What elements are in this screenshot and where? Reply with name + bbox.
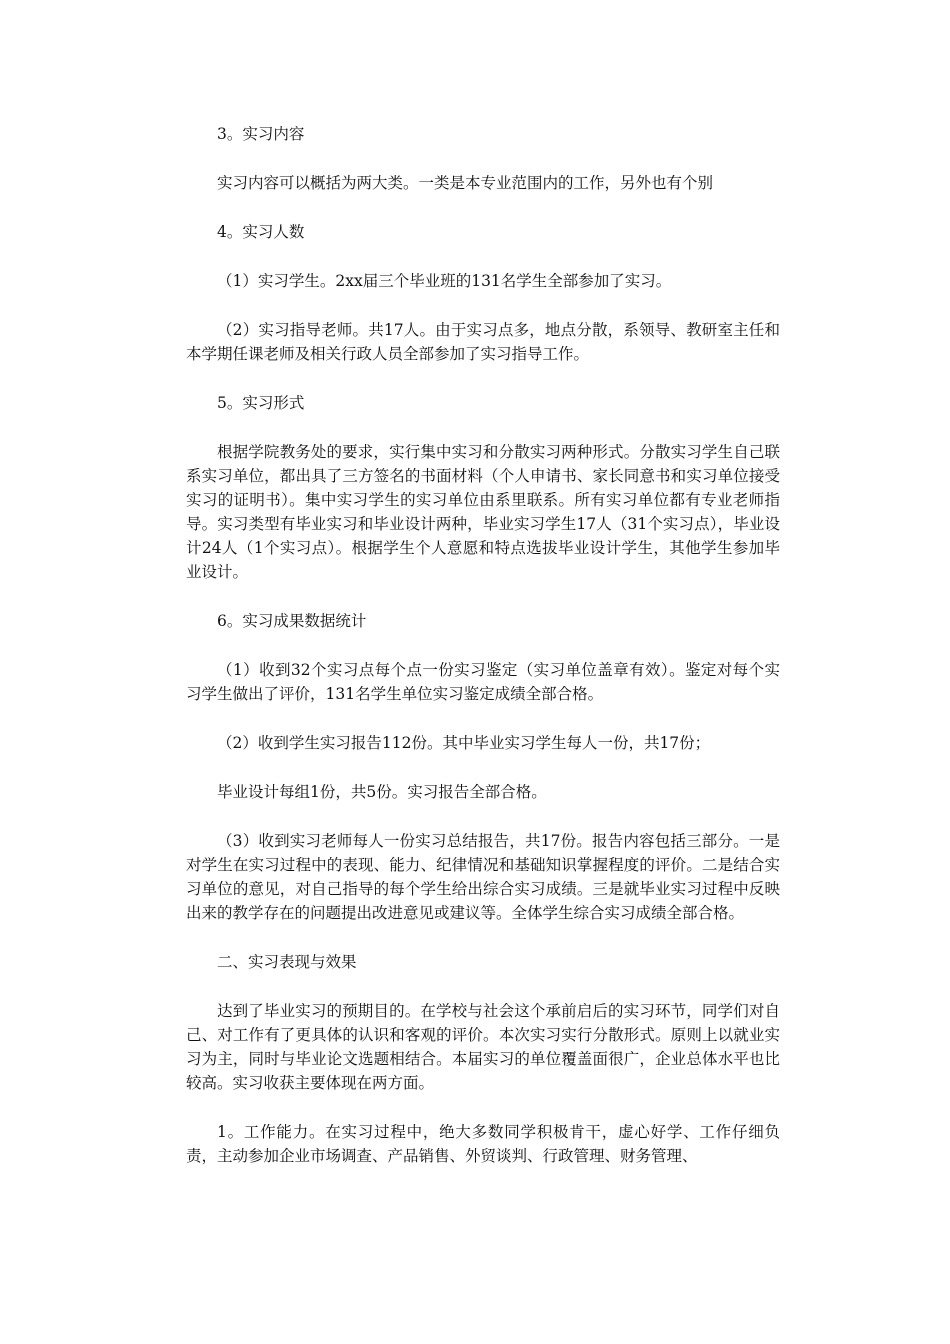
paragraph-design-reports: 毕业设计每组1份，共5份。实习报告全部合格。: [217, 783, 547, 801]
heading-internship-content: 3。实习内容: [217, 125, 305, 143]
heading-internship-count: 4。实习人数: [217, 223, 305, 241]
paragraph-teacher-reports: （3）收到实习老师每人一份实习总结报告，共17份。报告内容包括三部分。一是对学生在实习过程中的表现、能力、纪律情况和基础知识掌握程度的评价。二是结合实习单位的意见，对自己指导的每个学生给出综合实习成绩。三是就毕业实习过程中反映出来的教学存在的问题提出改进意见或建议等。全体学生综合实习成绩全部合格。: [186, 832, 780, 922]
heading-results-statistics: 6。实习成果数据统计: [217, 612, 367, 630]
paragraph-appraisals: （1）收到32个实习点每个点一份实习鉴定（实习单位盖章有效）。鉴定对每个实习学生做出了评价，131名学生单位实习鉴定成绩全部合格。: [186, 661, 780, 703]
paragraph-work-ability: 1。工作能力。在实习过程中，绝大多数同学积极肯干，虚心好学、工作仔细负责，主动参加企业市场调查、产品销售、外贸谈判、行政管理、财务管理、: [186, 1123, 780, 1165]
paragraph-internship-content: 实习内容可以概括为两大类。一类是本专业范围内的工作，另外也有个别: [217, 174, 714, 192]
heading-internship-form: 5。实习形式: [217, 394, 305, 412]
paragraph-internship-form: 根据学院教务处的要求，实行集中实习和分散实习两种形式。分散实习学生自己联系实习单位，都出具了三方签名的书面材料（个人申请书、家长同意书和实习单位接受实习的证明书）。集中实习学生的实习单位由系里联系。所有实习单位都有专业老师指导。实习类型有毕业实习和毕业设计两种，毕业实习学生17人（31个实习点），毕业设计24人（1个实习点）。根据学生个人意愿和特点选拔毕业设计学生，其他学生参加毕业设计。: [186, 443, 780, 581]
paragraph-supervisors: （2）实习指导老师。共17人。由于实习点多，地点分散，系领导、教研室主任和本学期任课老师及相关行政人员全部参加了实习指导工作。: [186, 321, 780, 363]
heading-performance-effect: 二、实习表现与效果: [217, 953, 357, 971]
paragraph-performance: 达到了毕业实习的预期目的。在学校与社会这个承前启后的实习环节，同学们对自己、对工作有了更具体的认识和客观的评价。本次实习实行分散形式。原则上以就业实习为主，同时与毕业论文选题相结合。本届实习的单位覆盖面很广，企业总体水平也比较高。实习收获主要体现在两方面。: [186, 1002, 780, 1092]
paragraph-students: （1）实习学生。2xx届三个毕业班的131名学生全部参加了实习。: [217, 272, 672, 290]
paragraph-reports: （2）收到学生实习报告112份。其中毕业实习学生每人一份，共17份；: [217, 734, 711, 752]
document-body: [186, 122, 780, 1168]
